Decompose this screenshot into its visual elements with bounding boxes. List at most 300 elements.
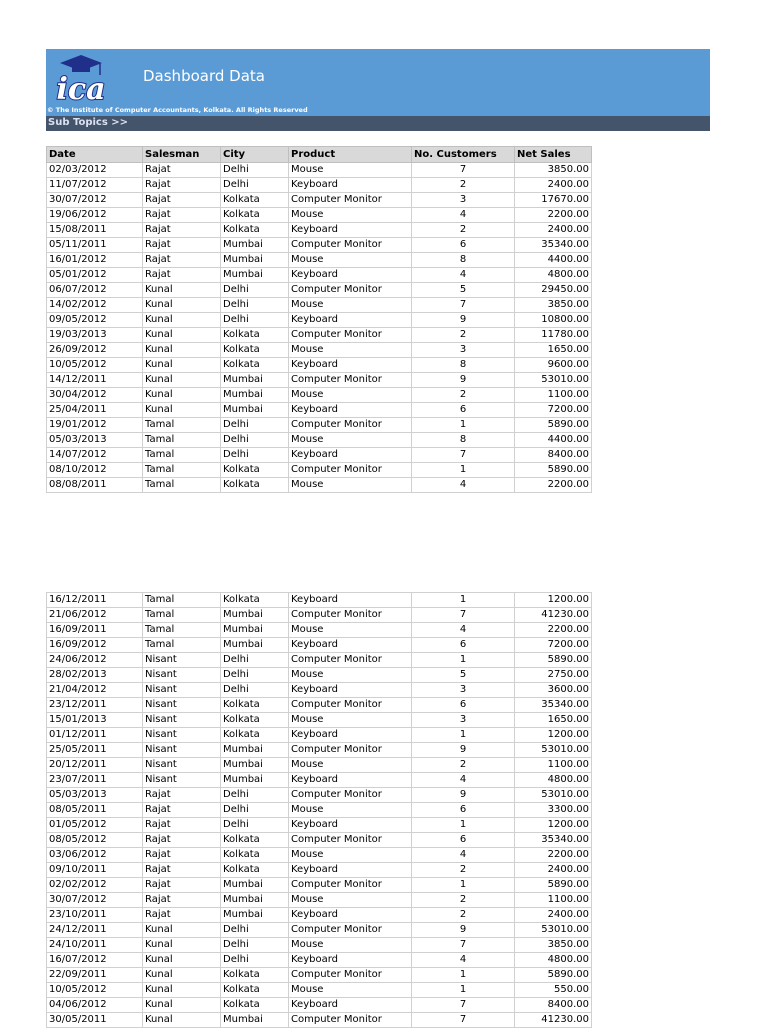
cell-salesman: Tamal: [143, 478, 221, 493]
table-row: [47, 163, 592, 178]
table-row: [47, 758, 592, 773]
cell-salesman: Rajat: [143, 833, 221, 848]
cell-date: 30/05/2011: [47, 1013, 143, 1028]
cell-product: Keyboard: [289, 908, 412, 923]
cell-date: 08/10/2012: [47, 463, 143, 478]
cell-date: 05/03/2013: [47, 433, 143, 448]
cell-date: 08/08/2011: [47, 478, 143, 493]
cell-net-sales: 4800.00: [515, 268, 592, 283]
cell-net-sales: 35340.00: [515, 698, 592, 713]
cell-salesman: Kunal: [143, 968, 221, 983]
cell-net-sales: 4400.00: [515, 253, 592, 268]
cell-product: Keyboard: [289, 863, 412, 878]
cell-product: Mouse: [289, 803, 412, 818]
cell-customers: 8: [412, 433, 515, 448]
table-row: [47, 328, 592, 343]
cell-product: Computer Monitor: [289, 968, 412, 983]
cell-product: Mouse: [289, 163, 412, 178]
cell-product: Keyboard: [289, 818, 412, 833]
cell-city: Kolkata: [221, 358, 289, 373]
cell-city: Kolkata: [221, 968, 289, 983]
cell-customers: 4: [412, 848, 515, 863]
table-row: [47, 908, 592, 923]
table-row: [47, 818, 592, 833]
cell-customers: 2: [412, 908, 515, 923]
cell-city: Mumbai: [221, 238, 289, 253]
table-row: [47, 283, 592, 298]
cell-net-sales: 1100.00: [515, 893, 592, 908]
sales-table-1: [46, 146, 592, 493]
copyright-notice: © The Institute of Computer Accountants, Kolkata. All Rights Reserved: [47, 106, 308, 114]
cell-date: 24/06/2012: [47, 653, 143, 668]
cell-customers: 1: [412, 463, 515, 478]
cell-salesman: Nisant: [143, 758, 221, 773]
cell-date: 19/03/2013: [47, 328, 143, 343]
cell-city: Mumbai: [221, 253, 289, 268]
cell-product: Mouse: [289, 758, 412, 773]
cell-date: 05/11/2011: [47, 238, 143, 253]
cell-date: 06/07/2012: [47, 283, 143, 298]
cell-product: Computer Monitor: [289, 418, 412, 433]
table-row: [47, 788, 592, 803]
cell-net-sales: 1200.00: [515, 818, 592, 833]
cell-salesman: Kunal: [143, 328, 221, 343]
cell-customers: 7: [412, 608, 515, 623]
cell-date: 08/05/2012: [47, 833, 143, 848]
cell-salesman: Rajat: [143, 878, 221, 893]
cell-product: Computer Monitor: [289, 608, 412, 623]
cell-city: Delhi: [221, 418, 289, 433]
cell-customers: 2: [412, 863, 515, 878]
cell-net-sales: 2750.00: [515, 668, 592, 683]
cell-date: 28/02/2013: [47, 668, 143, 683]
cell-product: Mouse: [289, 983, 412, 998]
cell-city: Delhi: [221, 433, 289, 448]
cell-customers: 6: [412, 803, 515, 818]
cell-salesman: Kunal: [143, 388, 221, 403]
cell-salesman: Rajat: [143, 193, 221, 208]
cell-net-sales: 2400.00: [515, 863, 592, 878]
cell-customers: 9: [412, 313, 515, 328]
cell-product: Mouse: [289, 938, 412, 953]
cell-product: Keyboard: [289, 313, 412, 328]
table-row: [47, 848, 592, 863]
cell-date: 16/12/2011: [47, 593, 143, 608]
cell-salesman: Nisant: [143, 653, 221, 668]
cell-net-sales: 10800.00: [515, 313, 592, 328]
table-row: [47, 983, 592, 998]
cell-date: 19/01/2012: [47, 418, 143, 433]
cell-salesman: Rajat: [143, 208, 221, 223]
cell-product: Computer Monitor: [289, 743, 412, 758]
cell-salesman: Kunal: [143, 298, 221, 313]
cell-net-sales: 1100.00: [515, 758, 592, 773]
cell-customers: 9: [412, 788, 515, 803]
cell-customers: 7: [412, 998, 515, 1013]
col-customers: No. Customers: [412, 147, 515, 163]
cell-city: Mumbai: [221, 388, 289, 403]
cell-customers: 4: [412, 268, 515, 283]
cell-product: Keyboard: [289, 448, 412, 463]
cell-net-sales: 41230.00: [515, 608, 592, 623]
cell-net-sales: 4800.00: [515, 773, 592, 788]
cell-salesman: Tamal: [143, 433, 221, 448]
table-row: [47, 388, 592, 403]
cell-net-sales: 2200.00: [515, 848, 592, 863]
cell-salesman: Nisant: [143, 668, 221, 683]
cell-date: 02/03/2012: [47, 163, 143, 178]
table-row: [47, 193, 592, 208]
cell-customers: 6: [412, 403, 515, 418]
cell-city: Delhi: [221, 653, 289, 668]
cell-product: Mouse: [289, 343, 412, 358]
table-row: [47, 358, 592, 373]
cell-date: 30/07/2012: [47, 893, 143, 908]
cell-salesman: Kunal: [143, 358, 221, 373]
cell-salesman: Rajat: [143, 788, 221, 803]
cell-customers: 6: [412, 698, 515, 713]
cell-city: Delhi: [221, 803, 289, 818]
cell-product: Keyboard: [289, 268, 412, 283]
cell-city: Kolkata: [221, 208, 289, 223]
cell-product: Mouse: [289, 298, 412, 313]
cell-net-sales: 5890.00: [515, 463, 592, 478]
cell-product: Keyboard: [289, 593, 412, 608]
cell-date: 05/01/2012: [47, 268, 143, 283]
cell-salesman: Rajat: [143, 268, 221, 283]
cell-date: 03/06/2012: [47, 848, 143, 863]
table-row: [47, 698, 592, 713]
cell-city: Delhi: [221, 953, 289, 968]
cell-net-sales: 53010.00: [515, 373, 592, 388]
cell-date: 30/07/2012: [47, 193, 143, 208]
cell-city: Mumbai: [221, 1013, 289, 1028]
cell-customers: 2: [412, 178, 515, 193]
cell-salesman: Rajat: [143, 253, 221, 268]
cell-customers: 9: [412, 373, 515, 388]
cell-date: 22/09/2011: [47, 968, 143, 983]
cell-date: 02/02/2012: [47, 878, 143, 893]
table-row: [47, 448, 592, 463]
cell-product: Keyboard: [289, 683, 412, 698]
cell-salesman: Tamal: [143, 638, 221, 653]
cell-city: Kolkata: [221, 193, 289, 208]
cell-city: Delhi: [221, 283, 289, 298]
cell-customers: 4: [412, 478, 515, 493]
cell-customers: 4: [412, 773, 515, 788]
cell-net-sales: 7200.00: [515, 638, 592, 653]
cell-salesman: Tamal: [143, 418, 221, 433]
table-row: [47, 863, 592, 878]
cell-net-sales: 1200.00: [515, 593, 592, 608]
cell-customers: 8: [412, 358, 515, 373]
cell-city: Mumbai: [221, 878, 289, 893]
cell-customers: 9: [412, 923, 515, 938]
table-row: [47, 728, 592, 743]
table-row: [47, 968, 592, 983]
cell-city: Kolkata: [221, 343, 289, 358]
table-row: [47, 178, 592, 193]
cell-customers: 6: [412, 238, 515, 253]
cell-product: Keyboard: [289, 358, 412, 373]
cell-net-sales: 17670.00: [515, 193, 592, 208]
table-row: [47, 253, 592, 268]
cell-net-sales: 3850.00: [515, 163, 592, 178]
table-row: [47, 208, 592, 223]
cell-city: Kolkata: [221, 593, 289, 608]
cell-city: Delhi: [221, 163, 289, 178]
cell-city: Kolkata: [221, 463, 289, 478]
page-title: Dashboard Data: [143, 67, 265, 85]
cell-salesman: Nisant: [143, 683, 221, 698]
cell-net-sales: 5890.00: [515, 418, 592, 433]
cell-product: Computer Monitor: [289, 373, 412, 388]
cell-date: 25/04/2011: [47, 403, 143, 418]
cell-date: 26/09/2012: [47, 343, 143, 358]
cell-product: Computer Monitor: [289, 283, 412, 298]
table-row: [47, 608, 592, 623]
cell-net-sales: 3850.00: [515, 298, 592, 313]
cell-customers: 1: [412, 818, 515, 833]
col-city: City: [221, 147, 289, 163]
cell-customers: 7: [412, 1013, 515, 1028]
cell-customers: 1: [412, 653, 515, 668]
cell-product: Keyboard: [289, 773, 412, 788]
cell-city: Mumbai: [221, 758, 289, 773]
cell-city: Kolkata: [221, 983, 289, 998]
cell-date: 15/08/2011: [47, 223, 143, 238]
cell-city: Delhi: [221, 668, 289, 683]
cell-date: 10/05/2012: [47, 983, 143, 998]
cell-date: 30/04/2012: [47, 388, 143, 403]
cell-city: Kolkata: [221, 833, 289, 848]
cell-city: Kolkata: [221, 728, 289, 743]
cell-customers: 7: [412, 298, 515, 313]
cell-date: 15/01/2013: [47, 713, 143, 728]
cell-salesman: Rajat: [143, 818, 221, 833]
cell-customers: 7: [412, 938, 515, 953]
table-row: [47, 418, 592, 433]
cell-net-sales: 1650.00: [515, 343, 592, 358]
cell-city: Delhi: [221, 448, 289, 463]
cell-date: 05/03/2013: [47, 788, 143, 803]
cell-date: 19/06/2012: [47, 208, 143, 223]
cell-customers: 2: [412, 758, 515, 773]
cell-city: Delhi: [221, 923, 289, 938]
cell-city: Mumbai: [221, 773, 289, 788]
cell-date: 09/05/2012: [47, 313, 143, 328]
cell-product: Keyboard: [289, 178, 412, 193]
sub-topics-link[interactable]: Sub Topics >>: [48, 117, 129, 128]
cell-product: Computer Monitor: [289, 698, 412, 713]
cell-date: 24/10/2011: [47, 938, 143, 953]
cell-date: 08/05/2011: [47, 803, 143, 818]
table-row: [47, 653, 592, 668]
table-row: [47, 298, 592, 313]
table-row: [47, 238, 592, 253]
table-row: [47, 773, 592, 788]
table-row: [47, 373, 592, 388]
table-row: [47, 223, 592, 238]
cell-net-sales: 4800.00: [515, 953, 592, 968]
cell-salesman: Rajat: [143, 178, 221, 193]
logo-text: ica: [56, 72, 106, 105]
table-row: [47, 343, 592, 358]
cell-net-sales: 8400.00: [515, 998, 592, 1013]
cell-net-sales: 2200.00: [515, 208, 592, 223]
cell-salesman: Kunal: [143, 923, 221, 938]
cell-customers: 7: [412, 163, 515, 178]
table-row: [47, 953, 592, 968]
cell-net-sales: 41230.00: [515, 1013, 592, 1028]
cell-city: Kolkata: [221, 848, 289, 863]
cell-net-sales: 11780.00: [515, 328, 592, 343]
cell-salesman: Rajat: [143, 863, 221, 878]
cell-net-sales: 35340.00: [515, 238, 592, 253]
cell-date: 16/09/2011: [47, 623, 143, 638]
cell-date: 14/12/2011: [47, 373, 143, 388]
cell-city: Kolkata: [221, 998, 289, 1013]
cell-product: Computer Monitor: [289, 878, 412, 893]
col-salesman: Salesman: [143, 147, 221, 163]
cell-customers: 3: [412, 713, 515, 728]
cell-salesman: Kunal: [143, 983, 221, 998]
cell-salesman: Rajat: [143, 163, 221, 178]
table-row: [47, 593, 592, 608]
table-row: [47, 878, 592, 893]
table-row: [47, 803, 592, 818]
cell-customers: 1: [412, 418, 515, 433]
table-row: [47, 1013, 592, 1028]
cell-product: Mouse: [289, 433, 412, 448]
cell-net-sales: 5890.00: [515, 653, 592, 668]
col-net-sales: Net Sales: [515, 147, 592, 163]
cell-product: Keyboard: [289, 638, 412, 653]
cell-customers: 8: [412, 253, 515, 268]
cell-customers: 1: [412, 983, 515, 998]
cell-salesman: Kunal: [143, 403, 221, 418]
cell-product: Keyboard: [289, 403, 412, 418]
cell-net-sales: 1650.00: [515, 713, 592, 728]
cell-city: Mumbai: [221, 908, 289, 923]
cell-city: Delhi: [221, 818, 289, 833]
cell-product: Computer Monitor: [289, 463, 412, 478]
table-row: [47, 923, 592, 938]
cell-city: Kolkata: [221, 863, 289, 878]
ica-logo: [52, 53, 110, 105]
cell-customers: 1: [412, 728, 515, 743]
cell-customers: 5: [412, 668, 515, 683]
cell-customers: 4: [412, 208, 515, 223]
cell-net-sales: 5890.00: [515, 968, 592, 983]
cell-product: Mouse: [289, 478, 412, 493]
cell-date: 01/12/2011: [47, 728, 143, 743]
table-row: [47, 268, 592, 283]
cell-product: Computer Monitor: [289, 193, 412, 208]
cell-date: 23/07/2011: [47, 773, 143, 788]
cell-net-sales: 2400.00: [515, 908, 592, 923]
cell-net-sales: 5890.00: [515, 878, 592, 893]
table-row: [47, 713, 592, 728]
cell-customers: 4: [412, 953, 515, 968]
table-row: [47, 998, 592, 1013]
cell-net-sales: 1100.00: [515, 388, 592, 403]
cell-product: Computer Monitor: [289, 328, 412, 343]
table-row: [47, 668, 592, 683]
cell-product: Mouse: [289, 623, 412, 638]
cell-date: 16/09/2012: [47, 638, 143, 653]
cell-customers: 4: [412, 623, 515, 638]
sub-topics-bar[interactable]: [46, 116, 710, 131]
table-row: [47, 743, 592, 758]
cell-net-sales: 9600.00: [515, 358, 592, 373]
cell-city: Kolkata: [221, 713, 289, 728]
cell-customers: 3: [412, 683, 515, 698]
cell-city: Delhi: [221, 178, 289, 193]
cell-date: 25/05/2011: [47, 743, 143, 758]
cell-salesman: Kunal: [143, 953, 221, 968]
cell-net-sales: 7200.00: [515, 403, 592, 418]
cell-net-sales: 2200.00: [515, 478, 592, 493]
cell-city: Delhi: [221, 788, 289, 803]
col-product: Product: [289, 147, 412, 163]
table-row: [47, 623, 592, 638]
cell-customers: 1: [412, 968, 515, 983]
cell-customers: 1: [412, 593, 515, 608]
cell-date: 20/12/2011: [47, 758, 143, 773]
table-row: [47, 833, 592, 848]
cell-product: Computer Monitor: [289, 1013, 412, 1028]
cell-city: Mumbai: [221, 373, 289, 388]
cell-salesman: Nisant: [143, 743, 221, 758]
cell-date: 14/07/2012: [47, 448, 143, 463]
cell-net-sales: 3850.00: [515, 938, 592, 953]
cell-city: Mumbai: [221, 403, 289, 418]
cell-net-sales: 53010.00: [515, 743, 592, 758]
cell-salesman: Tamal: [143, 608, 221, 623]
cell-salesman: Kunal: [143, 283, 221, 298]
cell-date: 23/10/2011: [47, 908, 143, 923]
cell-date: 09/10/2011: [47, 863, 143, 878]
cell-customers: 2: [412, 223, 515, 238]
cell-date: 11/07/2012: [47, 178, 143, 193]
cell-date: 04/06/2012: [47, 998, 143, 1013]
cell-product: Mouse: [289, 848, 412, 863]
cell-net-sales: 29450.00: [515, 283, 592, 298]
cell-city: Mumbai: [221, 893, 289, 908]
cell-net-sales: 1200.00: [515, 728, 592, 743]
cell-city: Mumbai: [221, 623, 289, 638]
cell-product: Computer Monitor: [289, 833, 412, 848]
cell-salesman: Rajat: [143, 223, 221, 238]
cell-salesman: Tamal: [143, 463, 221, 478]
cell-salesman: Rajat: [143, 803, 221, 818]
cell-product: Keyboard: [289, 953, 412, 968]
cell-product: Computer Monitor: [289, 238, 412, 253]
cell-customers: 2: [412, 328, 515, 343]
cell-city: Mumbai: [221, 743, 289, 758]
cell-date: 16/07/2012: [47, 953, 143, 968]
cell-customers: 7: [412, 448, 515, 463]
table-row: [47, 638, 592, 653]
cell-date: 01/05/2012: [47, 818, 143, 833]
cell-customers: 3: [412, 193, 515, 208]
cell-customers: 6: [412, 638, 515, 653]
cell-salesman: Tamal: [143, 623, 221, 638]
cell-city: Kolkata: [221, 698, 289, 713]
cell-salesman: Tamal: [143, 593, 221, 608]
cell-salesman: Rajat: [143, 908, 221, 923]
